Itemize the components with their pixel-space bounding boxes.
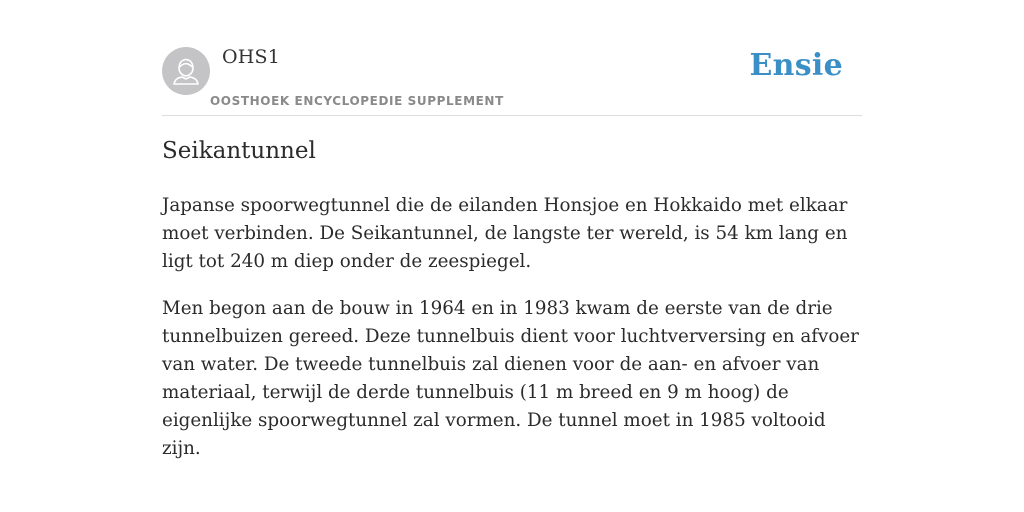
user-icon [162, 47, 210, 95]
brand-logo[interactable]: Ensie [749, 48, 843, 83]
article-paragraph: Japanse spoorwegtunnel die de eilanden Honsjoe en Hokkaido met elkaar moet verbinden. De Seikantunnel, de langste ter wereld, is 54 km lang en ligt tot 240 m diep onder de zeespiegel. [162, 195, 848, 272]
entry-header [162, 0, 862, 116]
article-paragraph: Men begon aan de bouw in 1964 en in 1983 kwam de eerste van de drie tunnelbuizen gereed. Deze tunnelbuis dient voor luchtverversing en afvoer van water. De tweede tunnelbuis zal dienen voor de aan- en afvoer van materiaal, terwijl de derde tunnelbuis (11 m breed en 9 m hoog) de eigenlijke spoorwegtunnel zal vormen. De tunnel moet in 1985 voltooid zijn. [162, 298, 859, 459]
page-container [162, 0, 862, 459]
page-title: Seikantunnel [162, 138, 316, 164]
avatar[interactable] [162, 47, 210, 95]
username[interactable]: OHS1 [222, 46, 281, 68]
source-label[interactable]: OOSTHOEK ENCYCLOPEDIE SUPPLEMENT [210, 94, 504, 108]
